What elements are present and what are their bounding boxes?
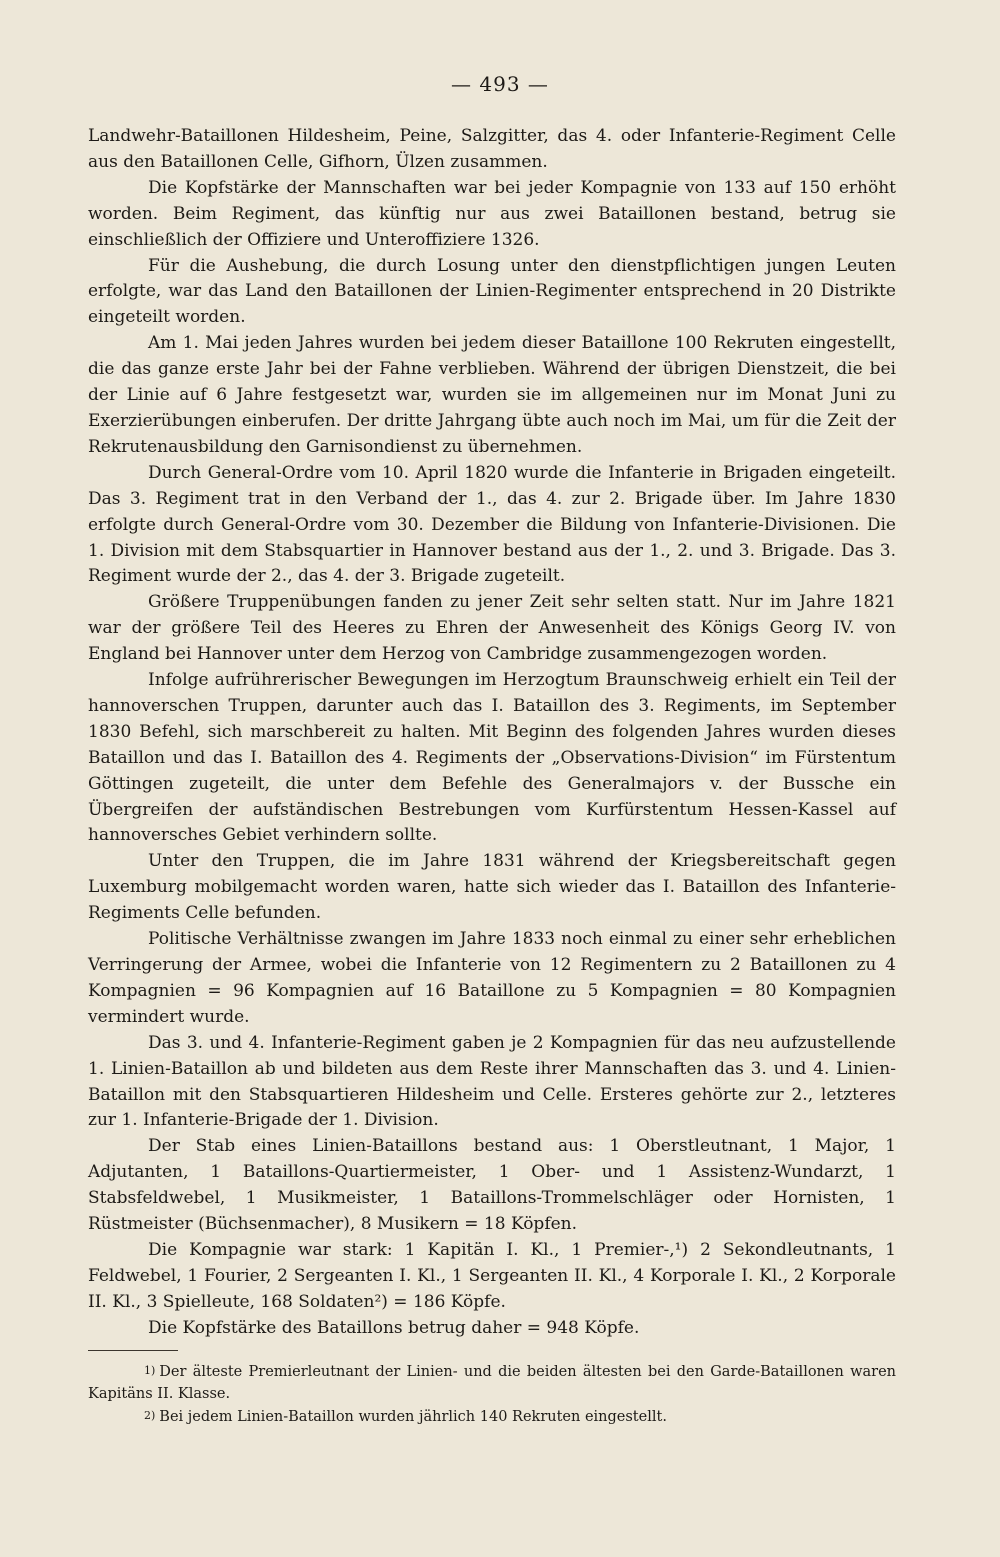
paragraph: Am 1. Mai jeden Jahres wurden bei jedem dieser Bataillone 100 Rekruten eingestellt, die das ganze erste Jahr bei der Fahne verblieben. Während der übrigen Dienstzeit, die bei der Linie auf 6 Jahre festgesetzt war, wurden sie im allgemeinen nur im Monat Juni zu Exerzierübungen einberufen. Der dritte Jahrgang übte auch noch im Mai, um für die Zeit der Rekrutenausbildung den Garnisondienst zu übernehmen.	[88, 333, 896, 457]
footnote-2	[88, 1405, 896, 1428]
main-text	[88, 124, 896, 1342]
paragraph: Die Kopfstärke des Bataillons betrug daher = 948 Köpfe.	[148, 1317, 640, 1338]
footnotes	[88, 1360, 896, 1428]
paragraph: Der Stab eines Linien-Bataillons bestand aus: 1 Oberstleutnant, 1 Major, 1 Adjutanten, 1 Bataillons-Quartiermeister, 1 Ober- und 1 Assistenz-Wundarzt, 1 Stabsfeldwebel, 1 Musikmeister, 1 Bataillons-Trommelschläger oder Hornisten, 1 Rüstmeister (Büchsenmacher), 8 Musikern = 18 Köpfen.	[88, 1136, 896, 1235]
paragraph: Das 3. und 4. Infanterie-Regiment gaben je 2 Kompagnien für das neu aufzustellende 1. Linien-Bataillon ab und bildeten aus dem Reste ihrer Mannschaften das 3. und 4. Linien-Bataillon mit den Stabsquartieren Hildesheim und Celle. Ersteres gehörte zur 2., letzteres zur 1. Infanterie-Brigade der 1. Division.	[88, 1032, 896, 1131]
paragraph: Größere Truppenübungen fanden zu jener Zeit sehr selten statt. Nur im Jahre 1821 war der größere Teil des Heeres zu Ehren der Anwesenheit des Königs Georg IV. von England bei Hannover unter dem Herzog von Cambridge zusammengezogen worden.	[88, 592, 896, 665]
page-number: — 493 —	[451, 72, 549, 96]
paragraph: Infolge aufrührerischer Bewegungen im Herzogtum Braunschweig erhielt ein Teil der hannoverschen Truppen, darunter auch das I. Bataillon des 3. Regiments, im September 1830 Befehl, sich marschbereit zu halten. Mit Beginn des folgenden Jahres wurden dieses Bataillon und das I. Bataillon des 4. Regiments der „Observations-Division“ im Fürstentum Göttingen zugeteilt, die unter dem Befehle des Generalmajors v. der Bussche ein Übergreifen der aufständischen Bestrebungen vom Kurfürstentum Hessen-Kassel auf hannoversches Gebiet verhindern sollte.	[88, 670, 896, 846]
footnote-1	[88, 1360, 896, 1405]
paragraph: Für die Aushebung, die durch Losung unter den dienstpflichtigen jungen Leuten erfolgte, war das Land den Bataillonen der Linien-Regimenter entsprechend in 20 Distrikte eingeteilt worden.	[88, 255, 896, 328]
paragraph: Unter den Truppen, die im Jahre 1831 während der Kriegsbereitschaft gegen Luxemburg mobilgemacht worden waren, hatte sich wieder das I. Bataillon des Infanterie-Regiments Celle befunden.	[88, 851, 896, 924]
paragraph: Durch General-Ordre vom 10. April 1820 wurde die Infanterie in Brigaden eingeteilt. Das 3. Regiment trat in den Verband der 1., das 4. zur 2. Brigade über. Im Jahre 1830 erfolgte durch General-Ordre vom 30. Dezember die Bildung von Infanterie-Divisionen. Die 1. Division mit dem Stabsquartier in Hannover bestand aus der 1., 2. und 3. Brigade. Das 3. Regiment wurde der 2., das 4. der 3. Brigade zugeteilt.	[88, 462, 896, 587]
footnote-divider	[88, 1350, 178, 1351]
footnote-marker: 1)	[144, 1364, 156, 1377]
paragraph: Landwehr-Bataillonen Hildesheim, Peine, Salzgitter, das 4. oder Infanterie-Regiment Celle aus den Bataillonen Celle, Gifhorn, Ülzen zusammen.	[88, 126, 896, 172]
paragraph: Die Kompagnie war stark: 1 Kapitän I. Kl., 1 Premier-,¹) 2 Sekondleutnants, 1 Feldwebel, 1 Fourier, 2 Sergeanten I. Kl., 1 Sergeanten II. Kl., 4 Korporale I. Kl., 2 Korporale II. Kl., 3 Spielleute, 168 Soldaten²) = 186 Köpfe.	[88, 1239, 896, 1312]
footnote-text: Der älteste Premierleutnant der Linien- und die beiden ältesten bei den Garde-Bataillonen waren Kapitäns II. Klasse.	[88, 1364, 896, 1402]
footnote-text: Bei jedem Linien-Bataillon wurden jährlich 140 Rekruten eingestellt.	[159, 1409, 667, 1425]
paragraph: Die Kopfstärke der Mannschaften war bei jeder Kompagnie von 133 auf 150 erhöht worden. Beim Regiment, das künftig nur aus zwei Bataillonen bestand, betrug sie einschließlich der Offiziere und Unteroffiziere 1326.	[88, 177, 896, 250]
footnote-marker: 2)	[144, 1409, 156, 1422]
paragraph: Politische Verhältnisse zwangen im Jahre 1833 noch einmal zu einer sehr erheblichen Verringerung der Armee, wobei die Infanterie von 12 Regimentern zu 2 Bataillonen zu 4 Kompagnien = 96 Kompagnien auf 16 Bataillone zu 5 Kompagnien = 80 Kompagnien vermindert wurde.	[88, 929, 896, 1027]
